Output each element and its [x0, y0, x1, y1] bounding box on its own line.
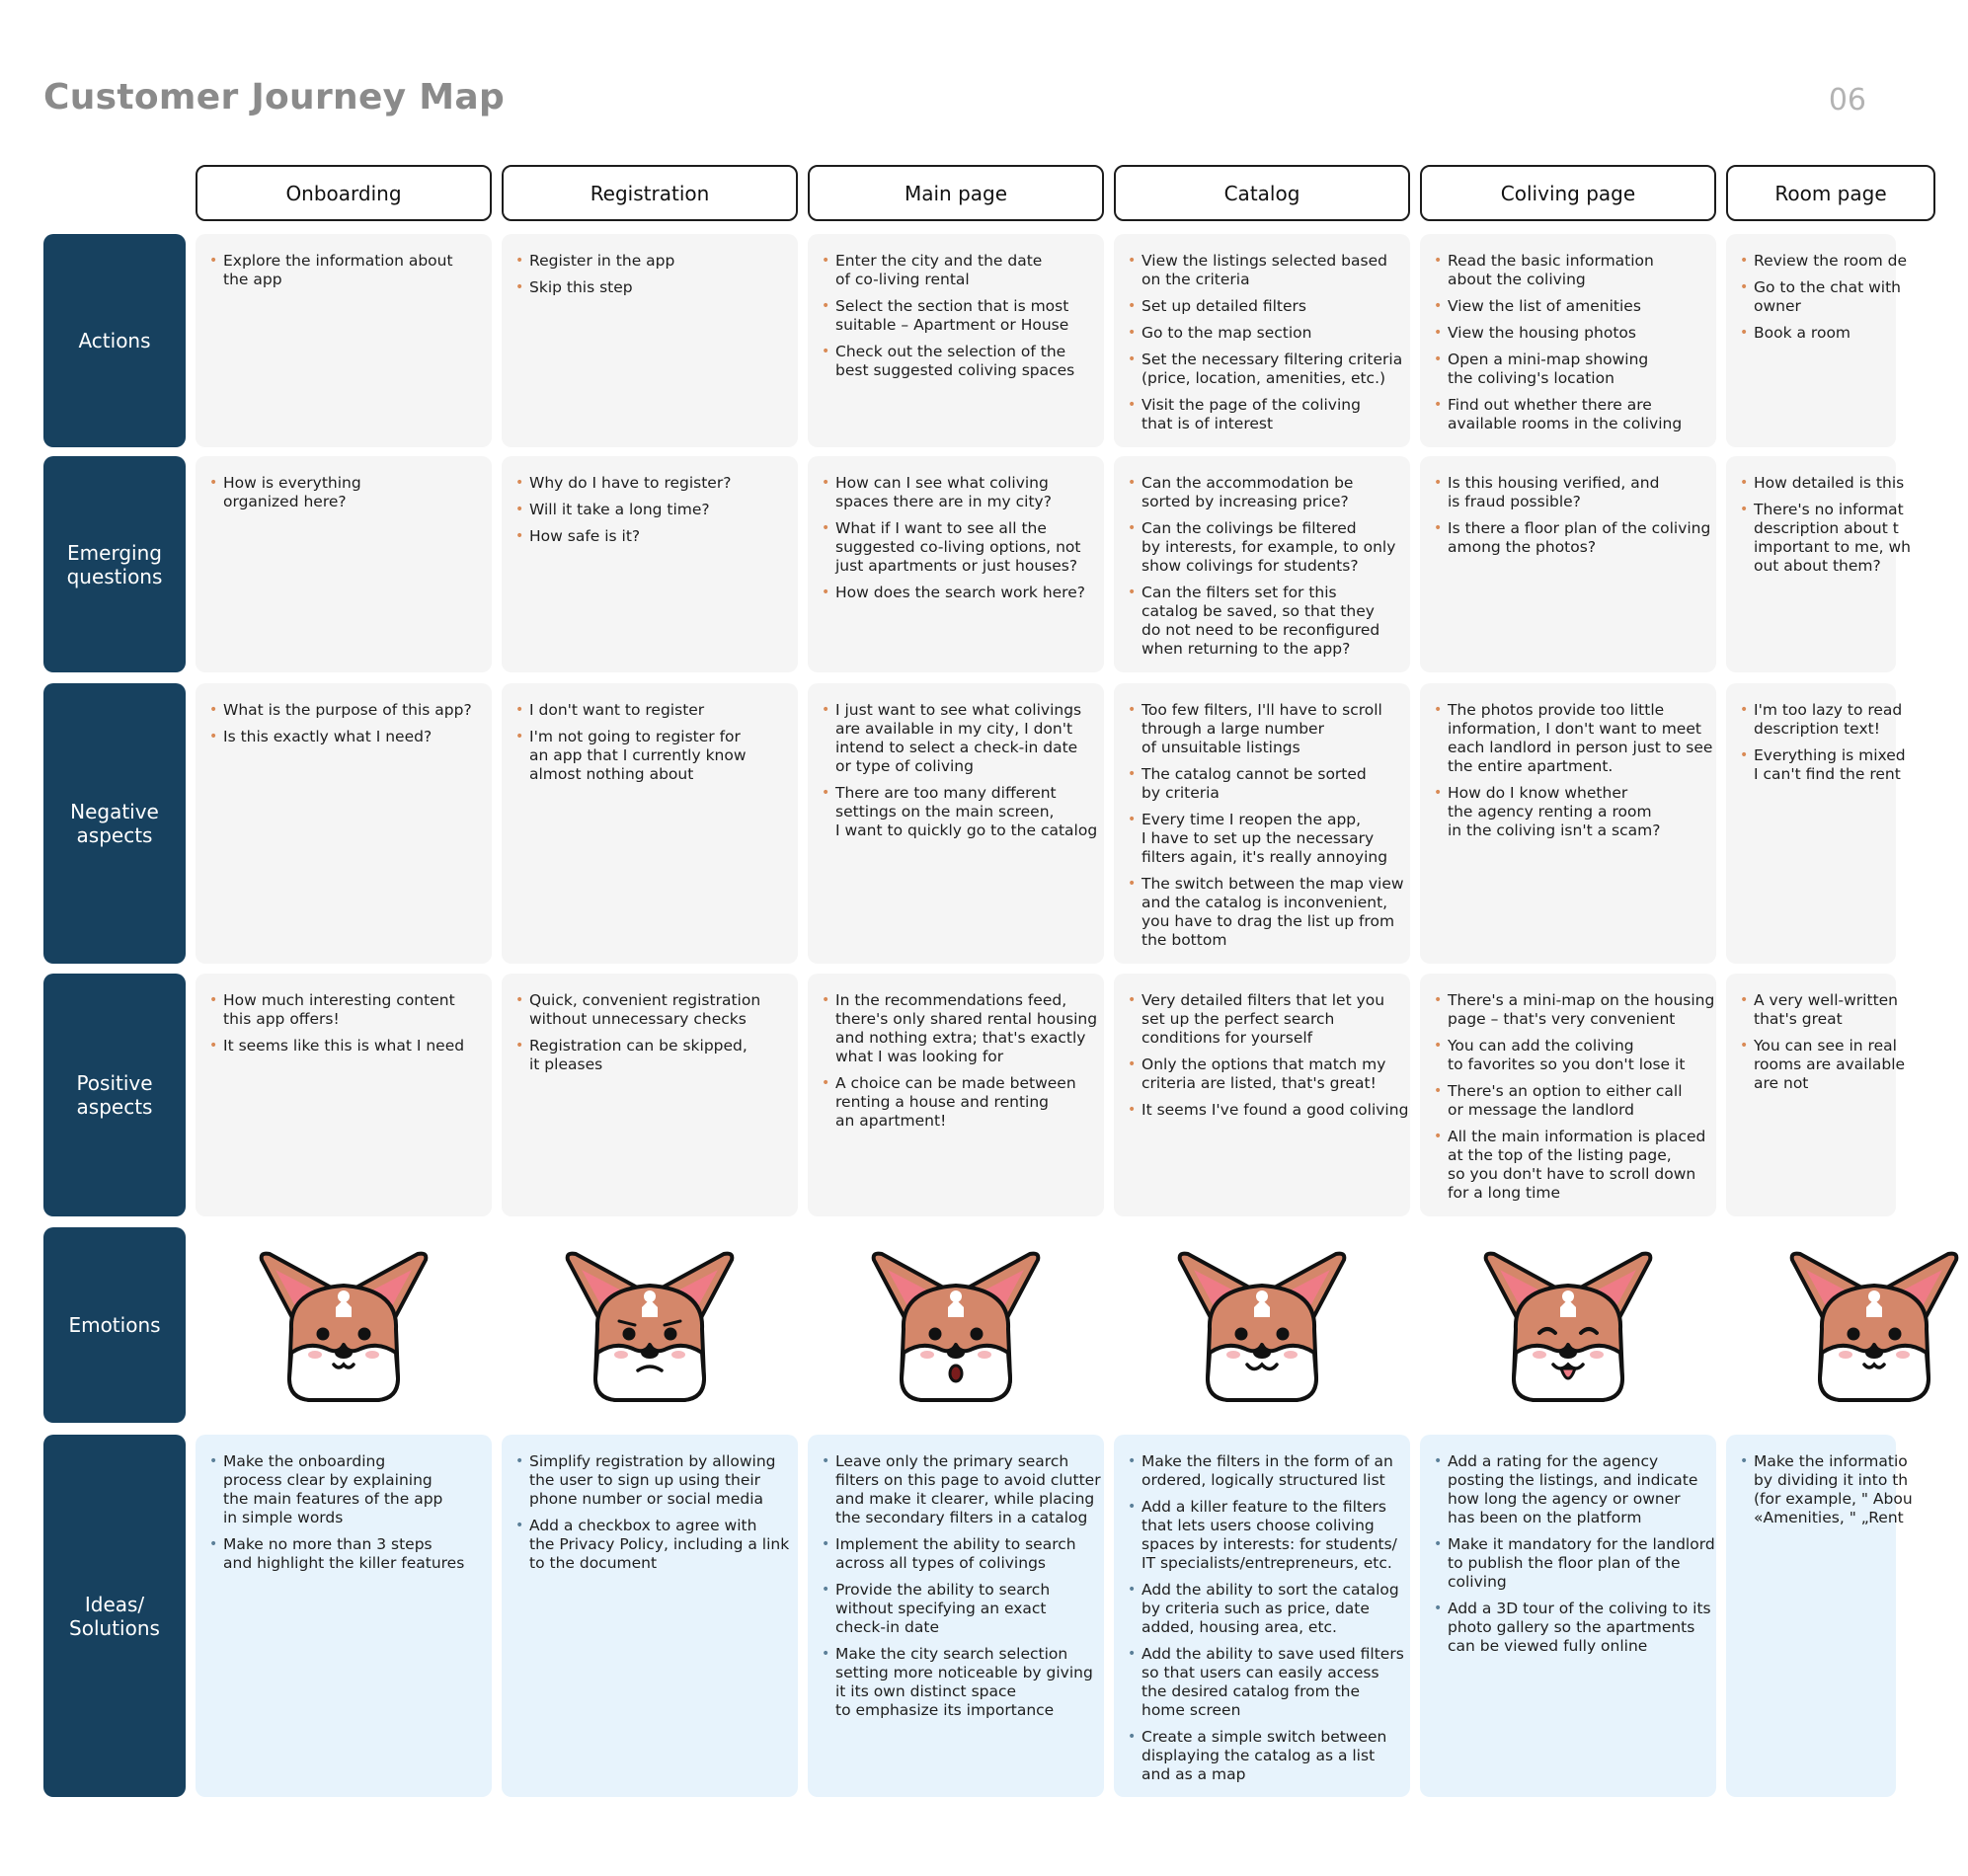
actions-cell: [1420, 234, 1716, 447]
questions-cell: [1420, 456, 1716, 672]
list-item: • I just want to see what colivings are available in my city, I don't intend to select a check-in date or type of coliving: [822, 701, 1094, 776]
positive-cell: [808, 974, 1104, 1216]
list-item: • Register in the app: [515, 252, 788, 271]
questions-cell: [808, 456, 1104, 672]
row-label-negative: Negative aspects: [43, 683, 186, 964]
positive-cell: [1114, 974, 1410, 1216]
negative-cell: [1420, 683, 1716, 964]
actions-cell: [1726, 234, 1907, 447]
ideas-cell: [1726, 1435, 1913, 1797]
negative-cell: [502, 683, 798, 964]
positive-cell: [1726, 974, 1906, 1216]
list-item: • Quick, convenient registration without unnecessary checks: [515, 991, 788, 1029]
ideas-cell: [808, 1435, 1104, 1797]
list-item: • Is there a floor plan of the coliving among the photos?: [1434, 519, 1706, 557]
list-item: • Find out whether there are available rooms in the coliving: [1434, 396, 1706, 433]
list-item: • Enter the city and the date of co-living rental: [822, 252, 1094, 289]
bullet-list: [1128, 991, 1409, 1120]
bullet-list: [1128, 701, 1404, 950]
bullet-list: [822, 701, 1098, 840]
list-item: • Set the necessary filtering criteria (price, location, amenities, etc.): [1128, 351, 1400, 388]
list-item: • There's no informat description about t important to me, wh out about them?: [1740, 501, 1886, 576]
list-item: • View the housing photos: [1434, 324, 1706, 343]
list-item: • What is the purpose of this app?: [209, 701, 482, 720]
list-item: • It seems I've found a good coliving: [1128, 1101, 1400, 1120]
dog-happy-icon: [1474, 1242, 1662, 1410]
stage-header: Catalog: [1114, 165, 1410, 221]
bullet-list: [515, 1452, 788, 1573]
list-item: • Set up detailed filters: [1128, 297, 1400, 316]
negative-cell: [808, 683, 1104, 964]
list-item: • In the recommendations feed, there's only shared rental housing and nothing extra; that's exactly what I was looking for: [822, 991, 1094, 1066]
list-item: • View the list of amenities: [1434, 297, 1706, 316]
list-item: • Is this housing verified, and is fraud possible?: [1434, 474, 1706, 511]
list-item: • Too few filters, I'll have to scroll through a large number of unsuitable listings: [1128, 701, 1400, 757]
page-number: 06: [1828, 83, 1866, 117]
list-item: • Only the options that match my criteria are listed, that's great!: [1128, 1055, 1400, 1093]
bullet-list: [515, 701, 788, 784]
list-item: • How much interesting content this app offers!: [209, 991, 482, 1029]
questions-cell: [502, 456, 798, 672]
bullet-list: [1434, 474, 1711, 557]
list-item: • The switch between the map view and the catalog is inconvenient, you have to drag the list up from the bottom: [1128, 875, 1400, 950]
list-item: • You can see in real rooms are available are not: [1740, 1037, 1886, 1093]
list-item: • Provide the ability to search without specifying an exact check-in date: [822, 1581, 1094, 1637]
ideas-cell: [1420, 1435, 1716, 1797]
list-item: • How detailed is this: [1740, 474, 1886, 493]
bullet-list: [1740, 474, 1911, 576]
list-item: • Add the ability to save used filters so that users can easily access the desired catalog from the home screen: [1128, 1645, 1400, 1720]
bullet-list: [1128, 474, 1400, 659]
list-item: • Review the room de: [1740, 252, 1886, 271]
list-item: • How safe is it?: [515, 527, 788, 546]
bullet-list: [515, 252, 788, 297]
row-label-actions: Actions: [43, 234, 186, 447]
stage-header: Room page: [1726, 165, 1935, 221]
list-item: • Read the basic information about the coliving: [1434, 252, 1706, 289]
bullet-list: [822, 474, 1094, 602]
list-item: • Add the ability to sort the catalog by criteria such as price, date added, housing area, etc.: [1128, 1581, 1400, 1637]
bullet-list: [1434, 991, 1715, 1203]
list-item: • The catalog cannot be sorted by criteria: [1128, 765, 1400, 803]
list-item: • Add a checkbox to agree with the Privacy Policy, including a link to the document: [515, 1517, 788, 1573]
bullet-list: [209, 701, 482, 746]
list-item: • I don't want to register: [515, 701, 788, 720]
list-item: • All the main information is placed at the top of the listing page, so you don't have to scroll down for a long time: [1434, 1128, 1706, 1203]
list-item: • How do I know whether the agency renting a room in the coliving isn't a scam?: [1434, 784, 1706, 840]
dog-neutral-icon: [1780, 1242, 1968, 1410]
list-item: • Add a 3D tour of the coliving to its photo gallery so the apartments can be viewed fully online: [1434, 1600, 1706, 1656]
list-item: • There's an option to either call or message the landlord: [1434, 1082, 1706, 1120]
ideas-cell: [1114, 1435, 1410, 1797]
bullet-list: [1740, 1452, 1913, 1527]
list-item: • I'm too lazy to read description text!: [1740, 701, 1886, 739]
list-item: • There's a mini-map on the housing page – that's very convenient: [1434, 991, 1706, 1029]
list-item: • Every time I reopen the app, I have to set up the necessary filters again, it's really annoying: [1128, 811, 1400, 867]
dog-neutral-icon: [250, 1242, 437, 1410]
actions-cell: [1114, 234, 1410, 447]
list-item: • Open a mini-map showing the coliving's location: [1434, 351, 1706, 388]
negative-cell: [196, 683, 492, 964]
list-item: • Visit the page of the coliving that is of interest: [1128, 396, 1400, 433]
bullet-list: [822, 252, 1094, 380]
list-item: • Implement the ability to search across all types of colivings: [822, 1535, 1094, 1573]
list-item: • Make the city search selection setting more noticeable by giving it its own distinct space to emphasize its importance: [822, 1645, 1094, 1720]
list-item: • Explore the information about the app: [209, 252, 482, 289]
list-item: • What if I want to see all the suggested co-living options, not just apartments or just houses?: [822, 519, 1094, 576]
row-label-positive: Positive aspects: [43, 974, 186, 1216]
stage-header: Coliving page: [1420, 165, 1716, 221]
row-label-questions: Emerging questions: [43, 456, 186, 672]
list-item: • It seems like this is what I need: [209, 1037, 482, 1055]
list-item: • View the listings selected based on the criteria: [1128, 252, 1400, 289]
list-item: • Book a room: [1740, 324, 1886, 343]
emotion-cell: [808, 1227, 1104, 1423]
bullet-list: [1128, 1452, 1404, 1784]
list-item: • Create a simple switch between displaying the catalog as a list and as a map: [1128, 1728, 1400, 1784]
list-item: • Simplify registration by allowing the user to sign up using their phone number or social media: [515, 1452, 788, 1509]
ideas-cell: [502, 1435, 798, 1797]
actions-cell: [502, 234, 798, 447]
list-item: • Skip this step: [515, 278, 788, 297]
actions-cell: [196, 234, 492, 447]
list-item: • A choice can be made between renting a house and renting an apartment!: [822, 1074, 1094, 1131]
negative-cell: [1726, 683, 1906, 964]
bullet-list: [209, 252, 482, 289]
questions-cell: [1726, 456, 1911, 672]
list-item: • Everything is mixed I can't find the rent: [1740, 746, 1886, 784]
bullet-list: [209, 991, 482, 1055]
emotion-cell: [1726, 1227, 1896, 1423]
positive-cell: [502, 974, 798, 1216]
list-item: • Will it take a long time?: [515, 501, 788, 519]
stage-header: Registration: [502, 165, 798, 221]
list-item: • Make the informatio by dividing it into th (for example, " Abou «Amenities, " „Rent: [1740, 1452, 1886, 1527]
list-item: • Add a killer feature to the filters that lets users choose coliving spaces by interests: for students/ IT specialists/entrepreneurs, etc.: [1128, 1498, 1400, 1573]
actions-cell: [808, 234, 1104, 447]
bullet-list: [1740, 252, 1907, 343]
bullet-list: [1434, 252, 1706, 433]
list-item: • A very well-written that's great: [1740, 991, 1886, 1029]
bullet-list: [1434, 1452, 1715, 1656]
list-item: • Make the filters in the form of an ordered, logically structured list: [1128, 1452, 1400, 1490]
list-item: • How is everything organized here?: [209, 474, 482, 511]
list-item: • How can I see what coliving spaces there are in my city?: [822, 474, 1094, 511]
list-item: • Can the accommodation be sorted by increasing price?: [1128, 474, 1400, 511]
list-item: • Make the onboarding process clear by explaining the main features of the app in simple words: [209, 1452, 482, 1527]
stage-header: Onboarding: [196, 165, 492, 221]
list-item: • Make no more than 3 steps and highlight the killer features: [209, 1535, 482, 1573]
row-label-emotions: Emotions: [43, 1227, 186, 1423]
bullet-list: [1434, 701, 1713, 840]
stage-header: Main page: [808, 165, 1104, 221]
list-item: • Is this exactly what I need?: [209, 728, 482, 746]
list-item: • Registration can be skipped, it pleases: [515, 1037, 788, 1074]
bullet-list: [822, 1452, 1101, 1720]
list-item: • There are too many different settings on the main screen, I want to quickly go to the catalog: [822, 784, 1094, 840]
bullet-list: [209, 474, 482, 511]
list-item: • Go to the map section: [1128, 324, 1400, 343]
list-item: • How does the search work here?: [822, 584, 1094, 602]
bullet-list: [1128, 252, 1403, 433]
bullet-list: [1740, 701, 1906, 784]
list-item: • Select the section that is most suitable – Apartment or House: [822, 297, 1094, 335]
list-item: • Go to the chat with owner: [1740, 278, 1886, 316]
list-item: • Add a rating for the agency posting the listings, and indicate how long the agency or owner has been on the platform: [1434, 1452, 1706, 1527]
list-item: • I'm not going to register for an app that I currently know almost nothing about: [515, 728, 788, 784]
dog-smile-icon: [1168, 1242, 1356, 1410]
list-item: • Can the colivings be filtered by interests, for example, to only show colivings for students?: [1128, 519, 1400, 576]
bullet-list: [209, 1452, 482, 1573]
emotion-cell: [502, 1227, 798, 1423]
bullet-list: [515, 474, 788, 546]
bullet-list: [1740, 991, 1906, 1093]
row-label-ideas: Ideas/ Solutions: [43, 1435, 186, 1797]
emotion-cell: [1114, 1227, 1410, 1423]
dog-surprised-icon: [862, 1242, 1050, 1410]
ideas-cell: [196, 1435, 492, 1797]
list-item: • Make it mandatory for the landlord to publish the floor plan of the coliving: [1434, 1535, 1706, 1592]
list-item: • You can add the coliving to favorites so you don't lose it: [1434, 1037, 1706, 1074]
dog-confused-icon: [556, 1242, 744, 1410]
negative-cell: [1114, 683, 1410, 964]
emotion-cell: [196, 1227, 492, 1423]
page-title: Customer Journey Map: [43, 77, 506, 117]
positive-cell: [196, 974, 492, 1216]
list-item: • Leave only the primary search filters on this page to avoid clutter and make it clearer, while placing the secondary filters in a catalog: [822, 1452, 1094, 1527]
positive-cell: [1420, 974, 1716, 1216]
list-item: • The photos provide too little information, I don't want to meet each landlord in person just to see the entire apartment.: [1434, 701, 1706, 776]
list-item: • Why do I have to register?: [515, 474, 788, 493]
questions-cell: [1114, 456, 1410, 672]
list-item: • Check out the selection of the best suggested coliving spaces: [822, 343, 1094, 380]
emotion-cell: [1420, 1227, 1716, 1423]
list-item: • Very detailed filters that let you set up the perfect search conditions for yourself: [1128, 991, 1400, 1048]
list-item: • Can the filters set for this catalog be saved, so that they do not need to be reconfigured when returning to the app?: [1128, 584, 1400, 659]
questions-cell: [196, 456, 492, 672]
bullet-list: [822, 991, 1098, 1131]
bullet-list: [515, 991, 788, 1074]
